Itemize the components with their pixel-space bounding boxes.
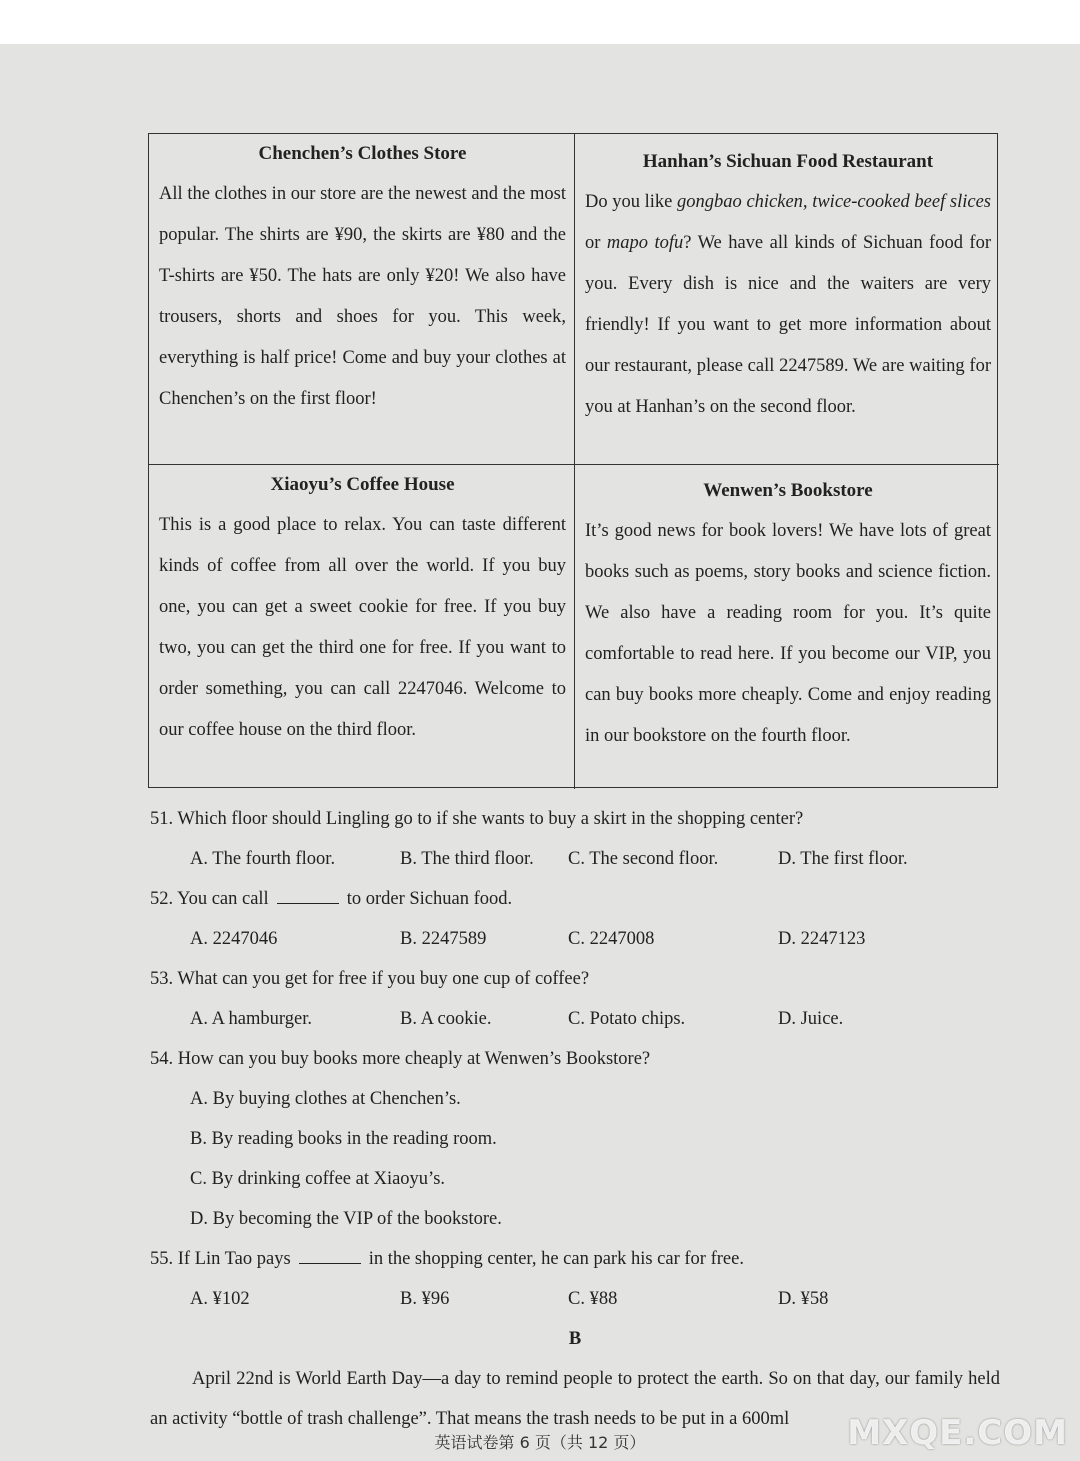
option-b: B. The third floor. [400,849,534,869]
option-c: C. ¥88 [568,1289,618,1309]
question-stem: 54. How can you buy books more cheaply at Wenwen’s Bookstore? [150,1049,651,1069]
store-cell-clothes [149,134,575,465]
option-d: D. By becoming the VIP of the bookstore. [190,1209,502,1229]
passage-paragraph: April 22nd is World Earth Day—a day to remind people to protect the earth. So on that day, our family held an activity “bottle of trash challenge”. That means the trash needs to be put in a 600ml [150,1369,1000,1429]
questions-section [150,799,1010,1439]
option-d: D. ¥58 [778,1289,829,1309]
option-a: A. 2247046 [190,929,278,949]
option-d: D. The first floor. [778,849,908,869]
store-text: It’s good news for book lovers! We have lots of great books such as poems, story books and science fiction. We also have a reading room for you. It’s quite comfortable to read here. If you become our VIP, you can buy books more cheaply. Come and enjoy reading in our bookstore on the fourth floor. [585,521,991,746]
exam-page [0,44,1080,1461]
question-options [150,839,1010,879]
page-footer: 英语试卷第 6 页（共 12 页） [434,1433,646,1452]
store-title: Wenwen’s Bookstore [703,480,873,501]
store-cell-bookstore [575,465,999,789]
option-d: D. Juice. [778,1009,844,1029]
question-stem: 51. Which floor should Lingling go to if she wants to buy a skirt in the shopping center? [150,809,804,829]
question-stem: 52. You can call to order Sichuan food. [150,879,1010,919]
option-a: A. The fourth floor. [190,849,336,869]
store-cell-coffee [149,465,575,789]
option-b: B. ¥96 [400,1289,450,1309]
option-b: B. By reading books in the reading room. [190,1129,497,1149]
option-c: C. By drinking coffee at Xiaoyu’s. [190,1169,446,1189]
store-title: Chenchen’s Clothes Store [258,143,467,164]
option-b: B. 2247589 [400,929,487,949]
option-b: B. A cookie. [400,1009,492,1029]
question-options [150,919,1010,959]
option-a: A. A hamburger. [190,1009,312,1029]
store-text: This is a good place to relax. You can taste different kinds of coffee from all over the world. If you buy one, you can get a sweet cookie for free. If you buy two, you can get the third one for free. If you want to order something, you can call 2247046. Welcome to our coffee house on the third floor. [159,515,566,740]
answer-blank [299,1245,361,1264]
watermark-logo: MXQE.COM [847,1413,1068,1453]
store-text: Do you like gongbao chicken, twice-cooked beef slices or mapo tofu? We have all kinds of Sichuan food for you. Every dish is nice and the waiters are very friendly! If you want to get more information about our restaurant, please call 2247589. We are waiting for you at Hanhan’s on the second floor. [585,192,991,417]
question-options [150,999,1010,1039]
store-text: All the clothes in our store are the newest and the most popular. The shirts are ¥90, the skirts are ¥80 and the T-shirts are ¥50. The hats are only ¥20! We also have trousers, shorts and shoes for you. This week, everything is half price! Come and buy your clothes at Chenchen’s on the first floor! [159,184,566,409]
option-a: A. By buying clothes at Chenchen’s. [190,1089,461,1109]
question-stem: 53. What can you get for free if you buy one cup of coffee? [150,969,590,989]
store-title: Hanhan’s Sichuan Food Restaurant [642,151,934,172]
option-c: C. Potato chips. [568,1009,686,1029]
option-c: C. The second floor. [568,849,719,869]
option-a: A. ¥102 [190,1289,250,1309]
question-stem: 55. If Lin Tao pays in the shopping center, he can park his car for free. [150,1239,1010,1279]
store-cell-restaurant [575,134,999,465]
answer-blank [277,885,339,904]
store-ads-table [148,133,998,788]
section-heading: B [568,1329,582,1349]
store-title: Xiaoyu’s Coffee House [270,474,455,495]
question-options [150,1279,1010,1319]
option-c: C. 2247008 [568,929,655,949]
option-d: D. 2247123 [778,929,866,949]
